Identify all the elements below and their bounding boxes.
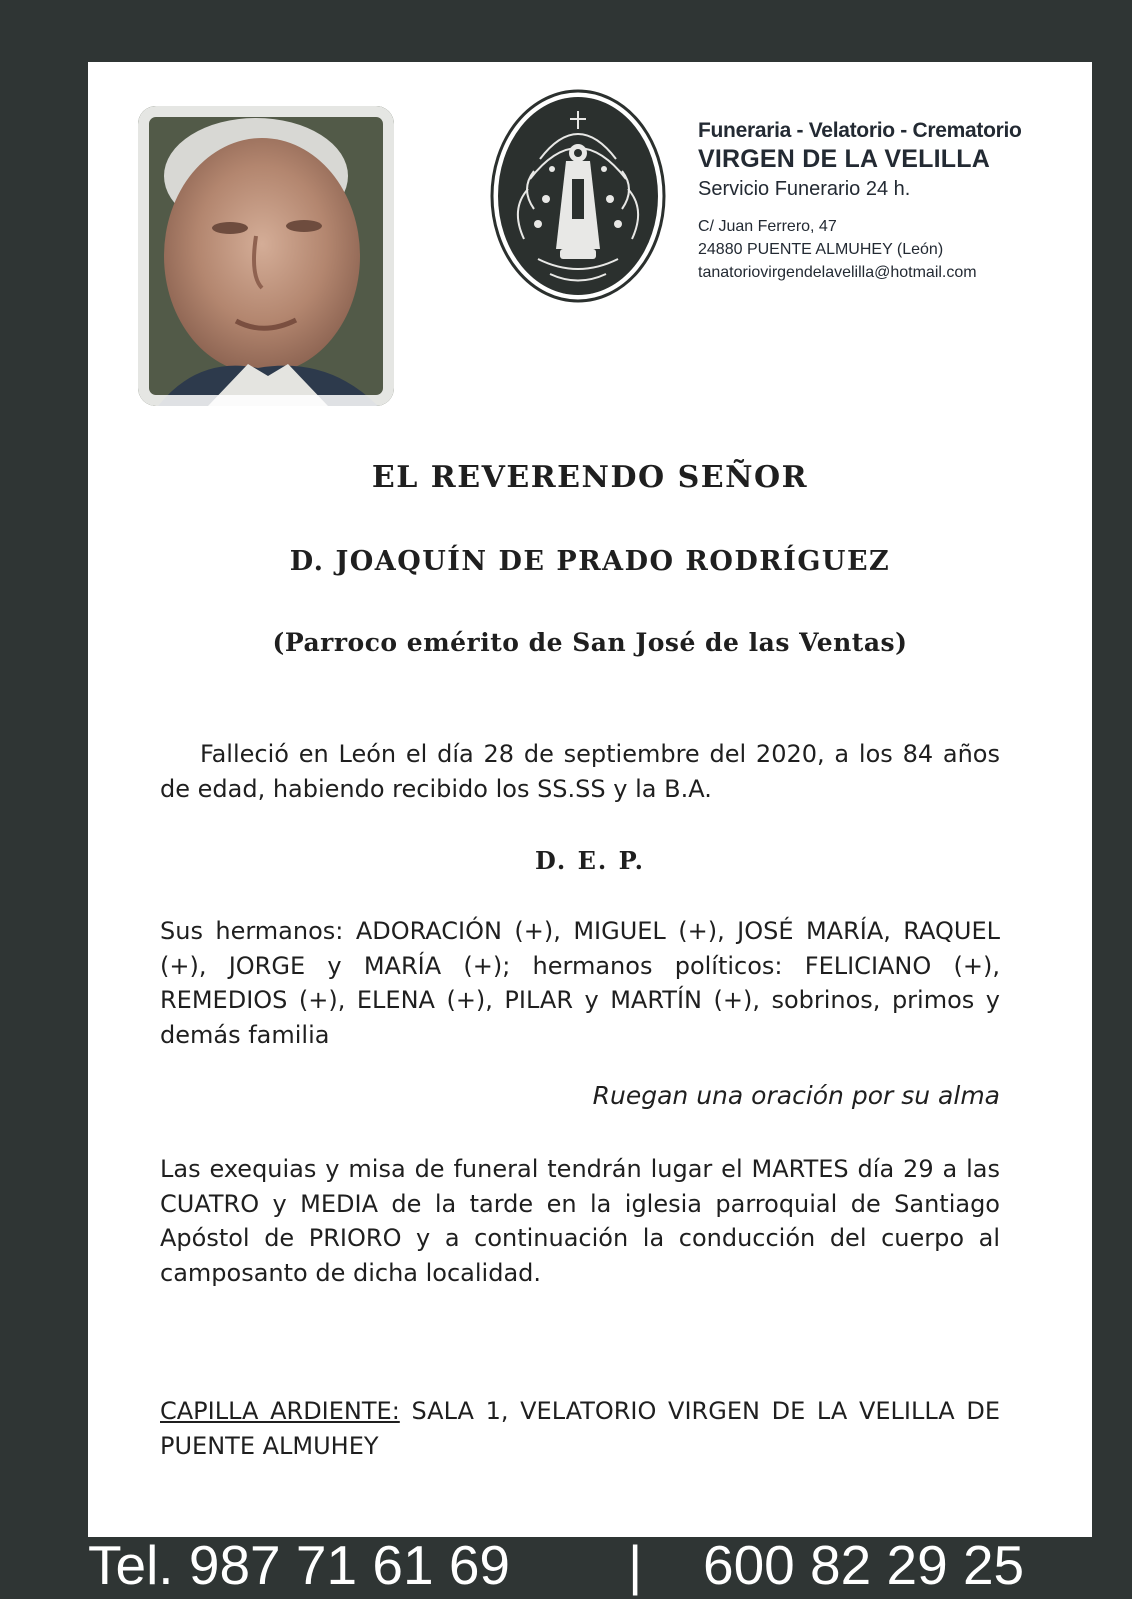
mobile-phone: 600 82 29 25 (703, 1534, 1025, 1596)
company-address-city: 24880 PUENTE ALMUHEY (León) (698, 241, 944, 258)
company-services: Funeraria - Velatorio - Crematorio (698, 119, 1022, 142)
virgin-seal-logo (490, 89, 666, 303)
honorific-title: EL REVERENDO SEÑOR (371, 460, 809, 495)
portrait-photo (138, 106, 394, 406)
phone-footer (0, 1531, 1132, 1599)
company-service-hours: Servicio Funerario 24 h. (698, 178, 911, 200)
chapel-text: SALA 1, VELATORIO VIRGEN DE LA VELILLA DE PUENTE ALMUHEY (160, 1397, 1000, 1460)
phone-separator: | (628, 1534, 643, 1596)
company-email: tanatoriovirgendelavelilla@hotmail.com (698, 264, 977, 281)
prayer-request: Ruegan una oración por su alma (592, 1081, 1000, 1110)
death-announcement (160, 737, 1000, 806)
funeral-home-info (698, 119, 1038, 284)
dep-text: D. E. P. (534, 846, 646, 875)
chapel-label: CAPILLA ARDIENTE: (160, 1397, 400, 1425)
deceased-role: (Parroco emérito de San José de las Ventas) (272, 628, 908, 657)
death-text: Falleció en León el día 28 de septiembre del 2020, a los 84 años de edad, habiendo recibido los SS.SS y la B.A. (160, 740, 1000, 803)
landline-phone: Tel. 987 71 61 69 (88, 1534, 511, 1596)
obituary-sheet (88, 62, 1092, 1537)
company-contact (698, 215, 1038, 284)
chapel-info (160, 1394, 1000, 1463)
deceased-name: D. JOAQUÍN DE PRADO RODRÍGUEZ (289, 546, 891, 577)
funeral-details: Las exequias y misa de funeral tendrán lugar el MARTES día 29 a las CUATRO y MEDIA de la tarde en la iglesia parroquial de Santiago Apóstol de PRIORO y a continuación la conducción del cuerpo al camposanto de dicha localidad. (160, 1155, 1000, 1287)
company-address-street: C/ Juan Ferrero, 47 (698, 218, 837, 235)
family-text: Sus hermanos: ADORACIÓN (+), MIGUEL (+), JOSÉ MARÍA, RAQUEL (+), JORGE y MARÍA (+); hermanos políticos: FELICIANO (+), REMEDIOS (+), ELENA (+), PILAR y MARTÍN (+), sobrinos, primos y demás familia (160, 917, 1000, 1049)
company-name: VIRGEN DE LA VELILLA (698, 145, 990, 173)
